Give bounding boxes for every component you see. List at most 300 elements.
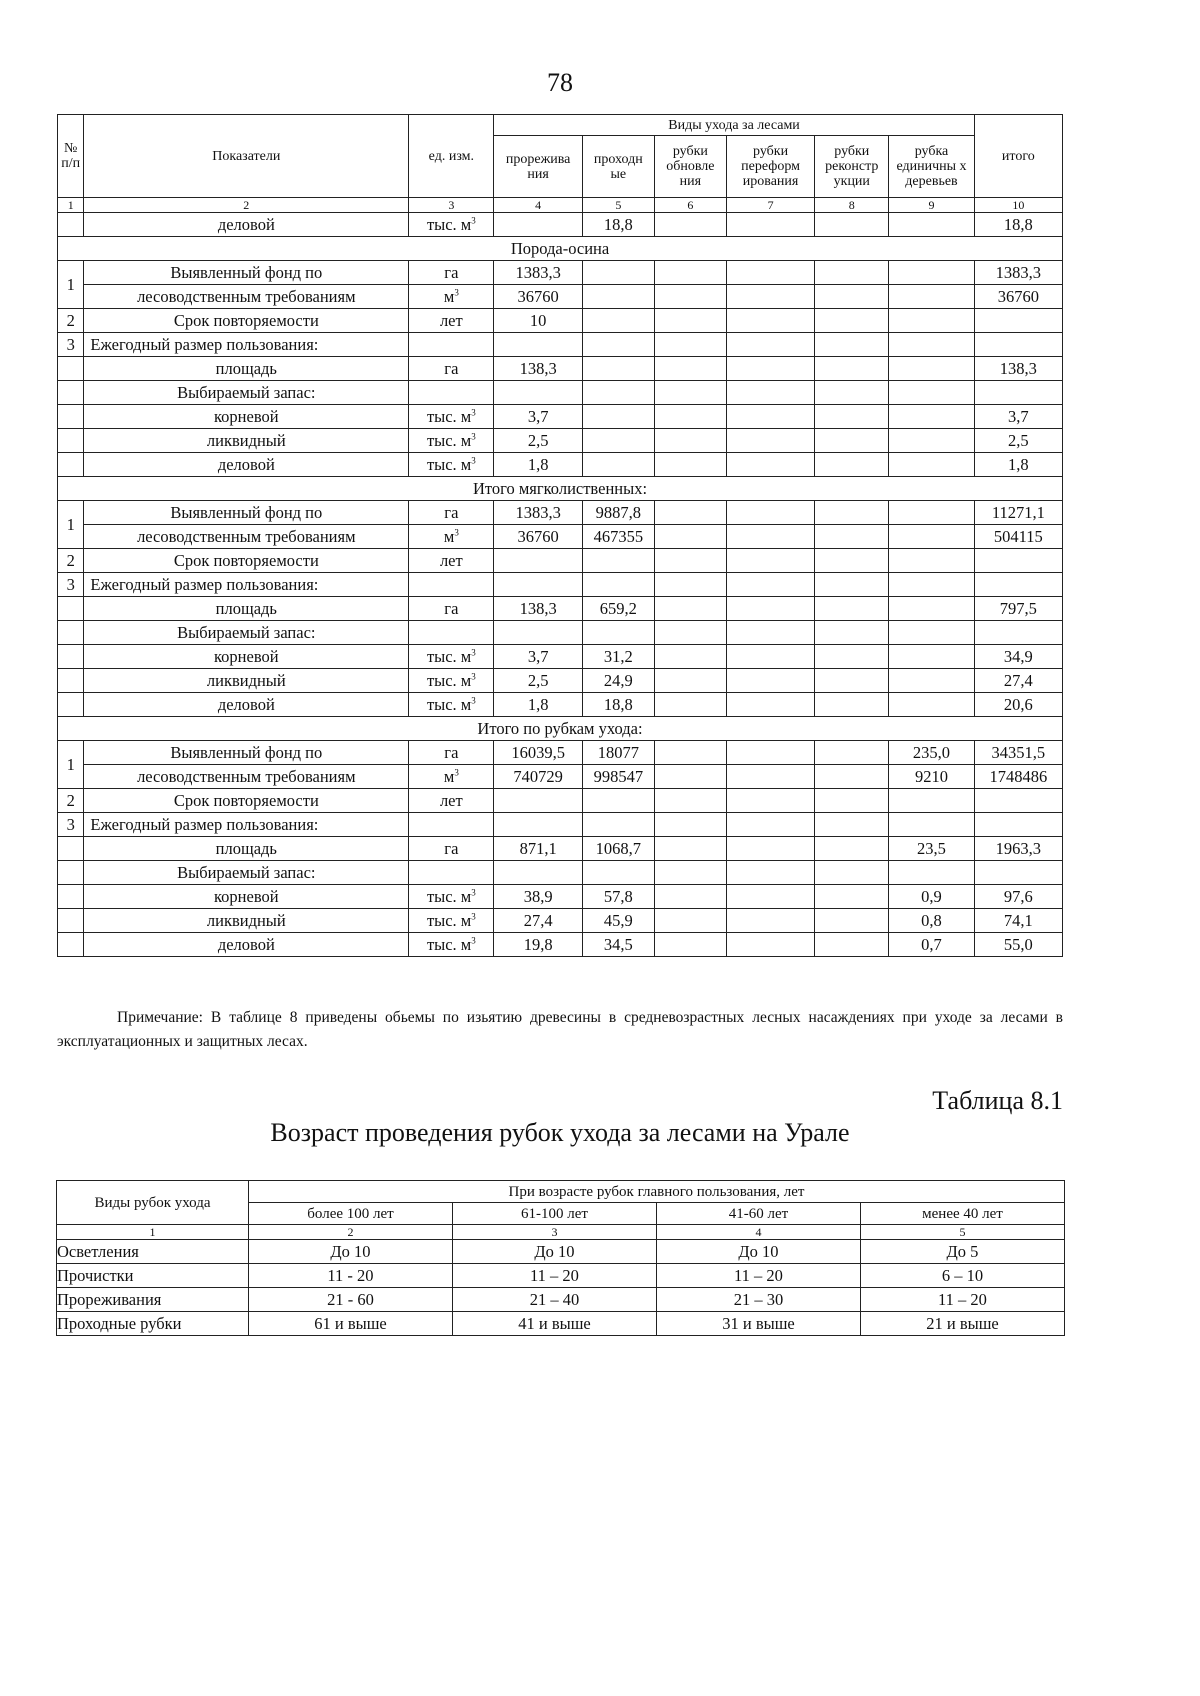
value-cell: 45,9	[582, 909, 654, 933]
table-row	[58, 645, 1063, 669]
value-cell	[654, 765, 726, 789]
unit-cell	[409, 261, 494, 285]
value-cell	[726, 933, 814, 957]
value-cell	[815, 885, 889, 909]
table-row	[58, 525, 1063, 549]
total-cell: 20,6	[974, 693, 1062, 717]
total-cell: 1383,3	[974, 261, 1062, 285]
unit-exponent: 3	[471, 887, 476, 897]
total-cell	[974, 549, 1062, 573]
value-cell	[494, 813, 582, 837]
value-cell	[815, 525, 889, 549]
unit-cell	[409, 885, 494, 909]
value-cell	[889, 669, 974, 693]
value-cell	[726, 741, 814, 765]
header-type: рубки переформ ирования	[726, 136, 814, 198]
value-cell	[654, 693, 726, 717]
value-cell	[654, 837, 726, 861]
value-cell	[726, 309, 814, 333]
value-cell	[815, 693, 889, 717]
indicator-label: Выявленный фонд по	[84, 741, 409, 765]
value-cell: 36760	[494, 525, 582, 549]
total-cell: 1748486	[974, 765, 1062, 789]
value-cell	[726, 885, 814, 909]
unit-cell	[409, 333, 494, 357]
unit-text: м	[443, 766, 455, 786]
value-cell	[726, 573, 814, 597]
value-cell	[889, 573, 974, 597]
row-number: 2	[58, 309, 84, 333]
indicator-label: Выбираемый запас:	[84, 861, 409, 885]
header-age: более 100 лет	[249, 1203, 453, 1225]
column-number: 3	[409, 198, 494, 213]
care-type-name: Проходные рубки	[57, 1312, 249, 1336]
indicator-label: корневой	[84, 405, 409, 429]
value-cell	[726, 525, 814, 549]
row-number	[58, 357, 84, 381]
indicator-label: Срок повторяемости	[84, 789, 409, 813]
value-cell: 18,8	[582, 693, 654, 717]
value-cell	[654, 789, 726, 813]
value-cell	[654, 381, 726, 405]
age-value-cell: 11 – 20	[861, 1288, 1065, 1312]
value-cell	[815, 741, 889, 765]
indicator-label: ликвидный	[84, 909, 409, 933]
indicator-label: площадь	[84, 357, 409, 381]
header-indicator: Показатели	[84, 115, 409, 198]
indicator-label: площадь	[84, 837, 409, 861]
value-cell	[654, 885, 726, 909]
value-cell: 16039,5	[494, 741, 582, 765]
value-cell	[889, 645, 974, 669]
value-cell	[889, 429, 974, 453]
unit-cell	[409, 429, 494, 453]
total-cell: 74,1	[974, 909, 1062, 933]
row-number: 3	[58, 813, 84, 837]
section-row	[58, 237, 1063, 261]
value-cell	[815, 405, 889, 429]
value-cell	[815, 549, 889, 573]
value-cell	[582, 285, 654, 309]
header-type: прорежива ния	[494, 136, 582, 198]
total-cell: 55,0	[974, 933, 1062, 957]
value-cell	[582, 549, 654, 573]
unit-text: лет	[439, 790, 463, 810]
value-cell: 1383,3	[494, 501, 582, 525]
table-row	[58, 261, 1063, 285]
value-cell: 9210	[889, 765, 974, 789]
value-cell	[726, 669, 814, 693]
table-title: Возраст проведения рубок ухода за лесами на Урале	[270, 1118, 850, 1147]
unit-exponent: 3	[471, 911, 476, 921]
table-row	[57, 1288, 1065, 1312]
value-cell	[654, 261, 726, 285]
table-row	[57, 1312, 1065, 1336]
value-cell	[815, 309, 889, 333]
row-number	[58, 597, 84, 621]
table-row	[58, 909, 1063, 933]
value-cell: 871,1	[494, 837, 582, 861]
value-cell: 0,8	[889, 909, 974, 933]
value-cell	[889, 309, 974, 333]
table-body	[58, 213, 1063, 957]
row-number	[58, 837, 84, 861]
section-title: Итого мягколиственных:	[58, 477, 1063, 501]
value-cell	[815, 333, 889, 357]
table-row	[57, 1240, 1065, 1264]
value-cell: 57,8	[582, 885, 654, 909]
value-cell	[494, 861, 582, 885]
indicator-label: Ежегодный размер пользования:	[84, 333, 409, 357]
row-number: 3	[58, 333, 84, 357]
table-row	[58, 813, 1063, 837]
column-number: 3	[453, 1225, 657, 1240]
section-row	[58, 477, 1063, 501]
row-number	[58, 693, 84, 717]
total-cell	[974, 309, 1062, 333]
value-cell: 19,8	[494, 933, 582, 957]
value-cell	[815, 933, 889, 957]
value-cell	[654, 213, 726, 237]
column-number: 8	[815, 198, 889, 213]
value-cell: 659,2	[582, 597, 654, 621]
table-row	[58, 357, 1063, 381]
unit-text: тыс. м	[426, 430, 472, 450]
unit-cell	[409, 789, 494, 813]
unit-text: тыс. м	[426, 886, 472, 906]
age-value-cell: 41 и выше	[453, 1312, 657, 1336]
age-value-cell: 21 - 60	[249, 1288, 453, 1312]
care-type-name: Прочистки	[57, 1264, 249, 1288]
value-cell: 24,9	[582, 669, 654, 693]
value-cell	[726, 645, 814, 669]
value-cell	[889, 405, 974, 429]
care-type-name: Осветления	[57, 1240, 249, 1264]
section-title: Порода-осина	[58, 237, 1063, 261]
unit-cell	[409, 285, 494, 309]
unit-text: тыс. м	[426, 934, 472, 954]
unit-exponent: 3	[471, 647, 476, 657]
unit-text: га	[444, 838, 459, 858]
value-cell	[726, 861, 814, 885]
value-cell: 138,3	[494, 357, 582, 381]
table-note: Примечание: В таблице 8 приведены обьемы по изьятию древесины в средневозрастных лесных насаждениях при уходе за лесами в эксплуатационных и защитных лесах.	[57, 1009, 1063, 1050]
unit-cell	[409, 669, 494, 693]
indicator-label: корневой	[84, 885, 409, 909]
table-row	[58, 669, 1063, 693]
value-cell: 18077	[582, 741, 654, 765]
row-number	[58, 861, 84, 885]
indicator-label: деловой	[84, 933, 409, 957]
header-type: рубки обновле ния	[654, 136, 726, 198]
value-cell	[889, 693, 974, 717]
unit-text: тыс. м	[426, 694, 472, 714]
indicator-label: Выявленный фонд по	[84, 261, 409, 285]
row-number	[58, 405, 84, 429]
unit-cell	[409, 597, 494, 621]
value-cell	[582, 453, 654, 477]
header-type: проходн ые	[582, 136, 654, 198]
total-cell	[974, 789, 1062, 813]
unit-text: тыс. м	[426, 454, 472, 474]
value-cell	[654, 429, 726, 453]
value-cell	[494, 381, 582, 405]
value-cell	[815, 909, 889, 933]
row-number: 1	[58, 501, 84, 549]
value-cell	[815, 669, 889, 693]
age-value-cell: До 10	[453, 1240, 657, 1264]
column-number: 1	[57, 1225, 249, 1240]
value-cell	[889, 333, 974, 357]
value-cell	[582, 429, 654, 453]
value-cell: 9887,8	[582, 501, 654, 525]
value-cell: 998547	[582, 765, 654, 789]
total-cell	[974, 861, 1062, 885]
indicator-label: площадь	[84, 597, 409, 621]
value-cell	[494, 549, 582, 573]
unit-cell	[409, 693, 494, 717]
header-type: рубки реконстр укции	[815, 136, 889, 198]
value-cell	[654, 861, 726, 885]
header-age: 41-60 лет	[657, 1203, 861, 1225]
value-cell	[654, 333, 726, 357]
value-cell	[815, 381, 889, 405]
unit-exponent: 3	[471, 407, 476, 417]
value-cell	[889, 621, 974, 645]
value-cell	[726, 789, 814, 813]
value-cell	[654, 309, 726, 333]
header-unit: ед. изм.	[409, 115, 494, 198]
total-cell: 797,5	[974, 597, 1062, 621]
value-cell	[582, 405, 654, 429]
value-cell	[726, 597, 814, 621]
value-cell	[815, 357, 889, 381]
table-row	[58, 621, 1063, 645]
thinning-age-table	[56, 1180, 1065, 1336]
value-cell	[654, 741, 726, 765]
indicator-label: Ежегодный размер пользования:	[84, 573, 409, 597]
value-cell	[889, 549, 974, 573]
value-cell	[726, 693, 814, 717]
row-number	[58, 453, 84, 477]
value-cell	[654, 813, 726, 837]
row-number	[58, 621, 84, 645]
indicator-label: Выявленный фонд по	[84, 501, 409, 525]
header-care-type: Виды рубок ухода	[57, 1181, 249, 1225]
value-cell	[726, 357, 814, 381]
value-cell	[726, 765, 814, 789]
value-cell	[654, 525, 726, 549]
value-cell	[654, 645, 726, 669]
table-row	[58, 861, 1063, 885]
column-number: 10	[974, 198, 1062, 213]
value-cell: 3,7	[494, 405, 582, 429]
total-cell: 138,3	[974, 357, 1062, 381]
unit-text: тыс. м	[426, 214, 472, 234]
total-cell: 2,5	[974, 429, 1062, 453]
value-cell	[889, 789, 974, 813]
value-cell	[494, 213, 582, 237]
page-number: 78	[547, 68, 573, 97]
value-cell	[815, 597, 889, 621]
value-cell	[726, 813, 814, 837]
value-cell	[889, 213, 974, 237]
value-cell	[726, 261, 814, 285]
row-number	[58, 885, 84, 909]
value-cell: 23,5	[889, 837, 974, 861]
unit-text: га	[444, 502, 459, 522]
unit-exponent: 3	[454, 287, 459, 297]
column-number: 9	[889, 198, 974, 213]
value-cell: 740729	[494, 765, 582, 789]
value-cell: 10	[494, 309, 582, 333]
unit-exponent: 3	[471, 215, 476, 225]
unit-text: лет	[439, 310, 463, 330]
column-number: 2	[249, 1225, 453, 1240]
value-cell	[582, 357, 654, 381]
value-cell: 1,8	[494, 693, 582, 717]
value-cell	[815, 813, 889, 837]
value-cell: 235,0	[889, 741, 974, 765]
unit-cell	[409, 525, 494, 549]
row-number: 1	[58, 261, 84, 309]
value-cell	[654, 549, 726, 573]
value-cell	[889, 597, 974, 621]
total-cell: 3,7	[974, 405, 1062, 429]
value-cell	[582, 813, 654, 837]
value-cell	[815, 645, 889, 669]
table-row	[58, 549, 1063, 573]
value-cell	[889, 861, 974, 885]
unit-exponent: 3	[471, 695, 476, 705]
value-cell	[726, 381, 814, 405]
section-title: Итого по рубкам ухода:	[58, 717, 1063, 741]
table-row	[58, 309, 1063, 333]
table-row	[58, 885, 1063, 909]
total-cell: 34,9	[974, 645, 1062, 669]
table-row	[58, 765, 1063, 789]
age-value-cell: 61 и выше	[249, 1312, 453, 1336]
table-row	[58, 573, 1063, 597]
unit-text: м	[443, 526, 455, 546]
age-value-cell: 11 - 20	[249, 1264, 453, 1288]
value-cell	[654, 933, 726, 957]
total-cell: 1,8	[974, 453, 1062, 477]
value-cell	[582, 573, 654, 597]
unit-cell	[409, 213, 494, 237]
header-age: 61-100 лет	[453, 1203, 657, 1225]
unit-exponent: 3	[471, 455, 476, 465]
indicator-label: лесоводственным требованиям	[84, 765, 409, 789]
table-row	[57, 1264, 1065, 1288]
value-cell: 27,4	[494, 909, 582, 933]
value-cell: 18,8	[582, 213, 654, 237]
total-cell: 34351,5	[974, 741, 1062, 765]
value-cell	[815, 501, 889, 525]
row-number	[58, 213, 84, 237]
column-number: 1	[58, 198, 84, 213]
total-cell: 18,8	[974, 213, 1062, 237]
unit-exponent: 3	[471, 935, 476, 945]
row-number	[58, 669, 84, 693]
value-cell	[654, 357, 726, 381]
indicator-label: Выбираемый запас:	[84, 621, 409, 645]
table-row	[58, 285, 1063, 309]
value-cell	[582, 789, 654, 813]
value-cell	[654, 453, 726, 477]
age-value-cell: 6 – 10	[861, 1264, 1065, 1288]
row-number	[58, 429, 84, 453]
value-cell	[654, 909, 726, 933]
header-group: Виды ухода за лесами	[494, 115, 974, 136]
row-number: 2	[58, 549, 84, 573]
table-row	[58, 381, 1063, 405]
total-cell	[974, 333, 1062, 357]
value-cell	[726, 501, 814, 525]
total-cell: 36760	[974, 285, 1062, 309]
value-cell	[889, 285, 974, 309]
value-cell: 38,9	[494, 885, 582, 909]
unit-text: тыс. м	[426, 910, 472, 930]
unit-cell	[409, 645, 494, 669]
unit-exponent: 3	[454, 767, 459, 777]
table-row	[58, 453, 1063, 477]
indicator-label: деловой	[84, 693, 409, 717]
age-value-cell: До 10	[249, 1240, 453, 1264]
header-age-group: При возрасте рубок главного пользования, лет	[249, 1181, 1065, 1203]
value-cell	[815, 621, 889, 645]
value-cell	[889, 261, 974, 285]
value-cell	[889, 453, 974, 477]
unit-exponent: 3	[471, 671, 476, 681]
total-cell: 27,4	[974, 669, 1062, 693]
unit-cell	[409, 573, 494, 597]
column-number: 7	[726, 198, 814, 213]
unit-cell	[409, 549, 494, 573]
value-cell	[726, 621, 814, 645]
age-value-cell: 11 – 20	[657, 1264, 861, 1288]
age-value-cell: 31 и выше	[657, 1312, 861, 1336]
table-row	[58, 501, 1063, 525]
value-cell	[654, 573, 726, 597]
value-cell	[815, 213, 889, 237]
total-cell	[974, 813, 1062, 837]
value-cell	[654, 285, 726, 309]
unit-text: тыс. м	[426, 406, 472, 426]
row-number: 1	[58, 741, 84, 789]
care-type-name: Прореживания	[57, 1288, 249, 1312]
column-number: 2	[84, 198, 409, 213]
value-cell	[726, 429, 814, 453]
total-cell	[974, 621, 1062, 645]
unit-cell	[409, 933, 494, 957]
value-cell	[889, 525, 974, 549]
value-cell	[582, 261, 654, 285]
row-number	[58, 645, 84, 669]
row-number	[58, 909, 84, 933]
row-number: 2	[58, 789, 84, 813]
row-number	[58, 381, 84, 405]
value-cell	[582, 309, 654, 333]
unit-cell	[409, 309, 494, 333]
value-cell: 467355	[582, 525, 654, 549]
age-value-cell: 21 – 40	[453, 1288, 657, 1312]
value-cell	[889, 501, 974, 525]
table-row	[58, 789, 1063, 813]
value-cell	[494, 573, 582, 597]
table-row	[58, 933, 1063, 957]
value-cell: 1068,7	[582, 837, 654, 861]
